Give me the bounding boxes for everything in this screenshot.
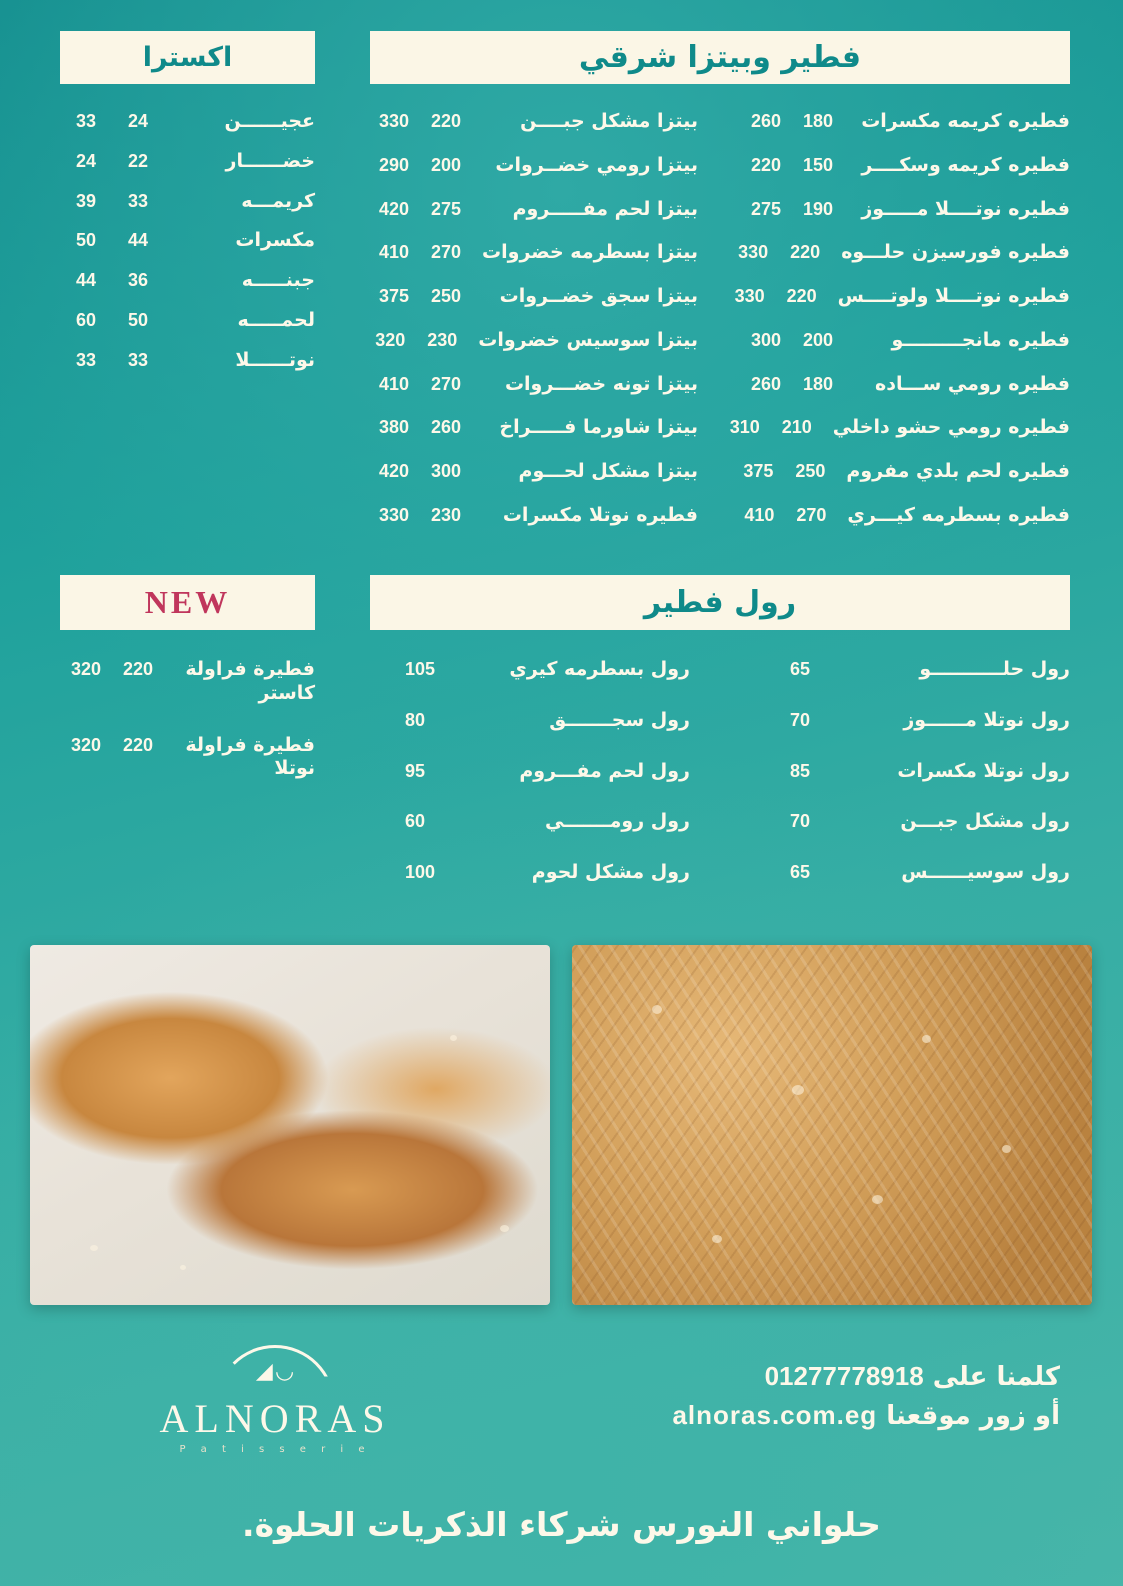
menu-item	[60, 190, 315, 214]
menu-item	[368, 504, 698, 528]
menu-item	[368, 154, 698, 178]
item-price: 60	[405, 811, 426, 832]
item-name: خضــــــار	[225, 149, 315, 172]
item-name: فطيره كريمه مكسرات	[861, 110, 1070, 132]
brand-subtitle: P a t i s s e r i e	[179, 1444, 371, 1455]
list-new	[60, 658, 315, 809]
item-price-large: 33	[75, 111, 97, 131]
list-fateer-right	[729, 110, 1070, 548]
item-name: بيتزا تونه خضـــروات	[504, 372, 698, 395]
item-price-small: 270	[430, 373, 462, 394]
menu-item	[790, 709, 1070, 733]
item-price-large: 330	[378, 504, 410, 525]
menu-item	[740, 241, 1070, 265]
logo-arc-mark	[215, 1345, 335, 1391]
menu-item	[740, 460, 1070, 484]
section-title-fateer-pizza: فطير وبيتزا شرقي	[578, 40, 862, 75]
item-name: فطيره كريمه وسكــــر	[861, 153, 1070, 176]
section-header-roll-fateer	[370, 575, 1070, 630]
menu-item	[740, 110, 1070, 134]
item-price-large: 50	[75, 230, 97, 251]
item-price-small: 180	[802, 373, 834, 394]
item-name: فطيره لحم بلدي مفروم	[846, 460, 1070, 482]
item-price-large: 24	[75, 150, 97, 171]
item-price-large: 300	[750, 329, 782, 350]
item-name: بيتزا رومي خضــروات	[495, 153, 698, 176]
item-name: رول مشكل جبـــن	[900, 810, 1070, 833]
item-name: فطيرة فراولة نوتلا	[185, 733, 315, 780]
item-name: فطيرة فراولة كاستر	[185, 658, 315, 704]
menu-item	[729, 416, 1070, 440]
menu-item	[790, 810, 1070, 834]
item-price-small: 270	[430, 242, 462, 263]
item-name: مكسرات	[235, 229, 315, 252]
menu-item	[740, 373, 1070, 397]
item-price-small: 33	[127, 349, 149, 370]
pastry-rolls-photo	[30, 945, 550, 1305]
item-price-small: 50	[127, 309, 149, 330]
item-price: 80	[405, 709, 426, 730]
menu-item	[740, 329, 1070, 353]
item-name: بيتزا شاورما فـــــراخ	[499, 416, 698, 439]
photo-surface	[30, 945, 550, 1305]
menu-item	[60, 309, 315, 333]
item-price-small: 33	[127, 190, 149, 211]
item-price-large: 260	[750, 373, 782, 394]
item-name: بيتزا بسطرمه خضروات	[482, 241, 698, 264]
item-price-large: 60	[75, 309, 97, 330]
item-price-large: 330	[738, 242, 769, 263]
item-name: نوتــــــلا	[235, 348, 315, 371]
item-name: رول رومـــــــي	[544, 810, 690, 833]
menu-item	[790, 658, 1070, 682]
menu-item	[368, 460, 698, 484]
list-extra	[60, 110, 315, 388]
brand-logo	[110, 1345, 440, 1455]
item-price-large: 44	[75, 270, 97, 290]
seagull-icon: ◡ ◢	[255, 1359, 295, 1384]
menu-item	[60, 229, 315, 253]
footer-tagline: حلواني النورس شركاء الذكريات الحلوة.	[242, 1505, 881, 1544]
item-name: عجيــــــن	[224, 110, 315, 132]
item-name: رول سجـــــــق	[549, 708, 690, 731]
item-price-large: 410	[378, 242, 410, 263]
item-name: رول مشكل لحوم	[531, 861, 690, 883]
contact-phone-number[interactable]: 01277778918	[764, 1361, 924, 1391]
menu-item	[740, 198, 1070, 222]
item-price-small: 190	[802, 198, 834, 219]
item-price-small: 200	[802, 329, 834, 350]
photo-surface	[572, 945, 1092, 1305]
menu-item	[790, 760, 1070, 784]
item-price-small: 250	[795, 461, 826, 481]
menu-item	[60, 269, 315, 293]
item-name: فطيره مانجـــــــــو	[891, 328, 1070, 351]
contact-phone-label: كلمنا على	[932, 1362, 1060, 1392]
contact-phone-line[interactable]	[560, 1358, 1060, 1397]
item-price-large: 330	[378, 111, 410, 131]
item-name: بيتزا سوسيس خضروات	[478, 328, 698, 351]
item-price: 105	[405, 659, 436, 679]
item-name: بيتزا مشكل لحـــوم	[518, 460, 698, 482]
item-price-large: 420	[378, 198, 410, 219]
section-title-roll-fateer: رول فطير	[643, 585, 797, 620]
menu-item	[368, 373, 698, 397]
item-price: 100	[405, 862, 436, 882]
item-name: فطيره رومي حشو داخلي	[832, 416, 1070, 439]
item-price-large: 320	[375, 329, 406, 350]
item-price-small: 270	[796, 504, 827, 525]
item-name: رول سوسيــــــس	[901, 861, 1070, 883]
item-price-small: 230	[430, 504, 462, 525]
item-price-small: 230	[427, 329, 458, 350]
item-price-small: 220	[786, 286, 817, 306]
item-price-small: 150	[802, 154, 834, 175]
item-name: بيتزا لحم مفـــــروم	[512, 197, 698, 220]
item-name: رول لحم مفـــروم	[519, 759, 690, 782]
menu-item	[60, 734, 315, 782]
item-price-small: 250	[430, 286, 462, 306]
item-price-large: 420	[378, 461, 410, 481]
item-price-large: 410	[744, 504, 775, 525]
section-header-fateer-pizza	[370, 31, 1070, 84]
menu-item	[790, 861, 1070, 885]
item-price: 85	[790, 760, 811, 781]
section-header-new	[60, 575, 315, 630]
item-price-large: 410	[378, 373, 410, 394]
item-name: جبنـــــه	[241, 269, 315, 291]
section-header-extra	[60, 31, 315, 84]
item-price-small: 44	[127, 230, 149, 251]
menu-item	[368, 329, 698, 353]
item-name: فطيره بسطرمه كيـــري	[847, 503, 1070, 526]
menu-item	[405, 760, 690, 784]
brand-name: ALNORAS	[159, 1396, 391, 1441]
menu-item	[405, 709, 690, 733]
contact-site-label: أو زور موقعنا	[886, 1400, 1060, 1431]
item-price-small: 24	[127, 111, 149, 131]
menu-item	[740, 504, 1070, 528]
nut-topped-fateer-photo	[572, 945, 1092, 1305]
item-price-small: 220	[122, 734, 154, 755]
list-roll-right	[790, 658, 1070, 912]
section-title-extra: اكسترا	[142, 42, 233, 73]
item-price: 70	[790, 709, 811, 730]
item-name: لحمـــــه	[237, 308, 315, 331]
item-price: 65	[790, 862, 811, 882]
item-name: رول نوتلا مكسرات	[897, 759, 1070, 782]
menu-item	[60, 150, 315, 174]
item-price-large: 220	[750, 154, 782, 175]
menu-item	[60, 110, 315, 134]
list-roll-left	[405, 658, 690, 912]
item-price: 65	[790, 659, 811, 679]
item-price-small: 220	[122, 659, 154, 679]
item-name: كريمـــه	[241, 189, 315, 212]
item-price-large: 330	[734, 286, 765, 306]
menu-item	[405, 658, 690, 682]
menu-item	[368, 198, 698, 222]
item-price-small: 180	[802, 111, 834, 131]
item-price-large: 380	[378, 417, 410, 438]
item-price-large: 375	[378, 286, 410, 306]
item-name: فطيره نوتــــلا مـــــوز	[861, 197, 1070, 220]
menu-item	[405, 861, 690, 885]
menu-item	[368, 416, 698, 440]
item-price-small: 220	[430, 111, 462, 131]
item-price-large: 33	[75, 349, 97, 370]
item-price: 70	[790, 811, 811, 832]
item-name: فطيره نوتــــلا ولوتــــس	[837, 285, 1070, 307]
list-pizza-left	[368, 110, 698, 548]
item-price-small: 300	[430, 461, 462, 481]
item-price-large: 375	[743, 461, 774, 481]
item-name: فطيره فورسيزن حلـــوه	[841, 241, 1070, 264]
item-name: بيتزا مشكل جبــــن	[520, 110, 698, 132]
contact-block	[560, 1358, 1060, 1435]
menu-item	[740, 154, 1070, 178]
contact-site-line[interactable]	[560, 1397, 1060, 1436]
item-price-large: 310	[729, 417, 760, 438]
item-price: 95	[405, 760, 426, 781]
item-price-large: 290	[378, 154, 410, 175]
contact-website[interactable]: alnoras.com.eg	[672, 1399, 878, 1430]
menu-item	[405, 810, 690, 834]
item-price-small: 260	[430, 417, 462, 438]
item-price-small: 36	[127, 270, 149, 290]
item-price-large: 39	[75, 190, 97, 211]
item-name: بيتزا سجق خضــروات	[499, 285, 698, 307]
item-price-small: 22	[127, 150, 149, 171]
menu-item	[60, 349, 315, 373]
menu-item	[368, 110, 698, 134]
item-name: رول نوتلا مــــــوز	[903, 708, 1070, 731]
item-name: رول حلـــــــــــو	[919, 658, 1070, 680]
item-price-large: 260	[750, 111, 782, 131]
menu-item	[368, 285, 698, 309]
item-price-large: 320	[70, 734, 102, 755]
menu-item	[60, 658, 315, 706]
menu-item	[368, 241, 698, 265]
item-price-small: 275	[430, 198, 462, 219]
section-title-new: NEW	[144, 584, 231, 620]
item-price-small: 200	[430, 154, 462, 175]
item-price-small: 220	[790, 242, 821, 263]
item-name: رول بسطرمه كيري	[509, 658, 690, 680]
menu-item	[734, 285, 1070, 309]
item-name: فطيره رومي ســـاده	[875, 372, 1070, 395]
item-name: فطيره نوتلا مكسرات	[502, 503, 698, 526]
item-price-large: 275	[750, 198, 782, 219]
item-price-small: 210	[781, 417, 812, 438]
item-price-large: 320	[70, 659, 102, 679]
